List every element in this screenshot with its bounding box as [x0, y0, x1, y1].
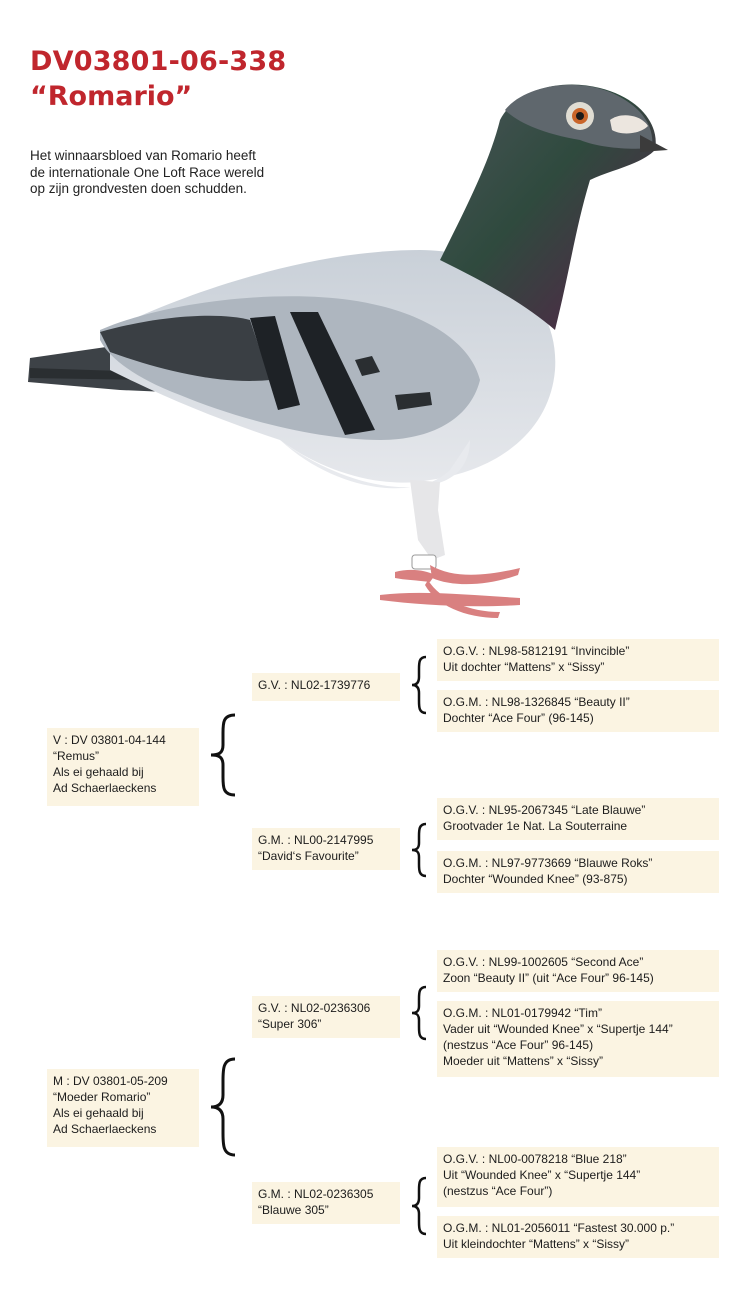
gm-mother-box — [252, 1182, 400, 1224]
ogm3-line: (nestzus “Ace Four” 96-145) — [443, 1038, 594, 1052]
father-line: V : DV 03801-04-144 — [53, 733, 166, 747]
ogm2-line: Dochter “Wounded Knee” (93-875) — [443, 872, 628, 886]
pigeon-photo — [0, 60, 750, 630]
gv-mother-line: “Super 306” — [258, 1017, 322, 1031]
gv-mother-line: G.V. : NL02-0236306 — [258, 1001, 371, 1015]
ogm3-line: O.G.M. : NL01-0179942 “Tim” — [443, 1006, 602, 1020]
mother-line: Als ei gehaald bij — [53, 1106, 144, 1120]
gm-father-box — [252, 828, 400, 870]
intro-line: de internationale One Loft Race wereld — [30, 164, 265, 180]
gm-mother-line: “Blauwe 305” — [258, 1203, 329, 1217]
mother-line: “Moeder Romario” — [53, 1090, 151, 1104]
gv-father-box — [252, 673, 400, 701]
ogv4-line: Uit “Wounded Knee” x “Supertje 144” — [443, 1168, 641, 1182]
ogm4-line: Uit kleindochter “Mattens” x “Sissy” — [443, 1237, 630, 1251]
ogv2-line: O.G.V. : NL95-2067345 “Late Blauwe” — [443, 803, 646, 817]
father-box — [47, 728, 199, 806]
ogm3-box — [437, 1001, 719, 1077]
gm-mother-line: G.M. : NL02-0236305 — [258, 1187, 374, 1201]
mother-box — [47, 1069, 199, 1147]
brace-gm-mother — [408, 1176, 432, 1236]
ogm4-box — [437, 1216, 719, 1258]
gm-father-line: “David‘s Favourite” — [258, 849, 359, 863]
brace-mother-parents — [205, 1057, 245, 1157]
ogm2-line: O.G.M. : NL97-9773669 “Blauwe Roks” — [443, 856, 653, 870]
brace-gm-father — [408, 822, 432, 878]
ogv2-box — [437, 798, 719, 840]
ogm1-box — [437, 690, 719, 732]
ogm3-line: Vader uit “Wounded Knee” x “Supertje 144” — [443, 1022, 673, 1036]
ogv3-line: O.G.V. : NL99-1002605 “Second Ace” — [443, 955, 644, 969]
intro-line: op zijn grondvesten doen schudden. — [30, 181, 247, 196]
pigeon-name-title: “Romario” — [30, 81, 193, 112]
ogv1-line: Uit dochter “Mattens” x “Sissy” — [443, 660, 605, 674]
brace-gv-mother — [408, 985, 432, 1041]
brace-gv-father — [408, 655, 432, 715]
mother-line: Ad Schaerlaeckens — [53, 1122, 157, 1136]
gv-father-line: G.V. : NL02-1739776 — [258, 678, 371, 692]
ogv3-box — [437, 950, 719, 992]
mother-line: M : DV 03801-05-209 — [53, 1074, 168, 1088]
ogv4-line: O.G.V. : NL00-0078218 “Blue 218” — [443, 1152, 627, 1166]
ogm1-line: O.G.M. : NL98-1326845 “Beauty II” — [443, 695, 630, 709]
intro-line: Het winnaarsbloed van Romario heeft — [30, 148, 256, 163]
father-line: Als ei gehaald bij — [53, 765, 144, 779]
ogv4-line: (nestzus “Ace Four”) — [443, 1184, 553, 1198]
ogv3-line: Zoon “Beauty II” (uit “Ace Four” 96-145) — [443, 971, 654, 985]
ogv2-line: Grootvader 1e Nat. La Souterraine — [443, 819, 628, 833]
ogm3-line: Moeder uit “Mattens” x “Sissy” — [443, 1054, 604, 1068]
ogv1-line: O.G.V. : NL98-5812191 “Invincible” — [443, 644, 630, 658]
father-line: Ad Schaerlaeckens — [53, 781, 157, 795]
gm-father-line: G.M. : NL00-2147995 — [258, 833, 374, 847]
ogv1-box — [437, 639, 719, 681]
ogv4-box — [437, 1147, 719, 1207]
ogm4-line: O.G.M. : NL01-2056011 “Fastest 30.000 p.” — [443, 1221, 675, 1235]
ring-number-title: DV03801-06-338 — [30, 46, 287, 77]
gv-mother-box — [252, 996, 400, 1038]
father-line: “Remus” — [53, 749, 100, 763]
ogm1-line: Dochter “Ace Four” (96-145) — [443, 711, 594, 725]
ogm2-box — [437, 851, 719, 893]
brace-father-parents — [205, 713, 245, 797]
